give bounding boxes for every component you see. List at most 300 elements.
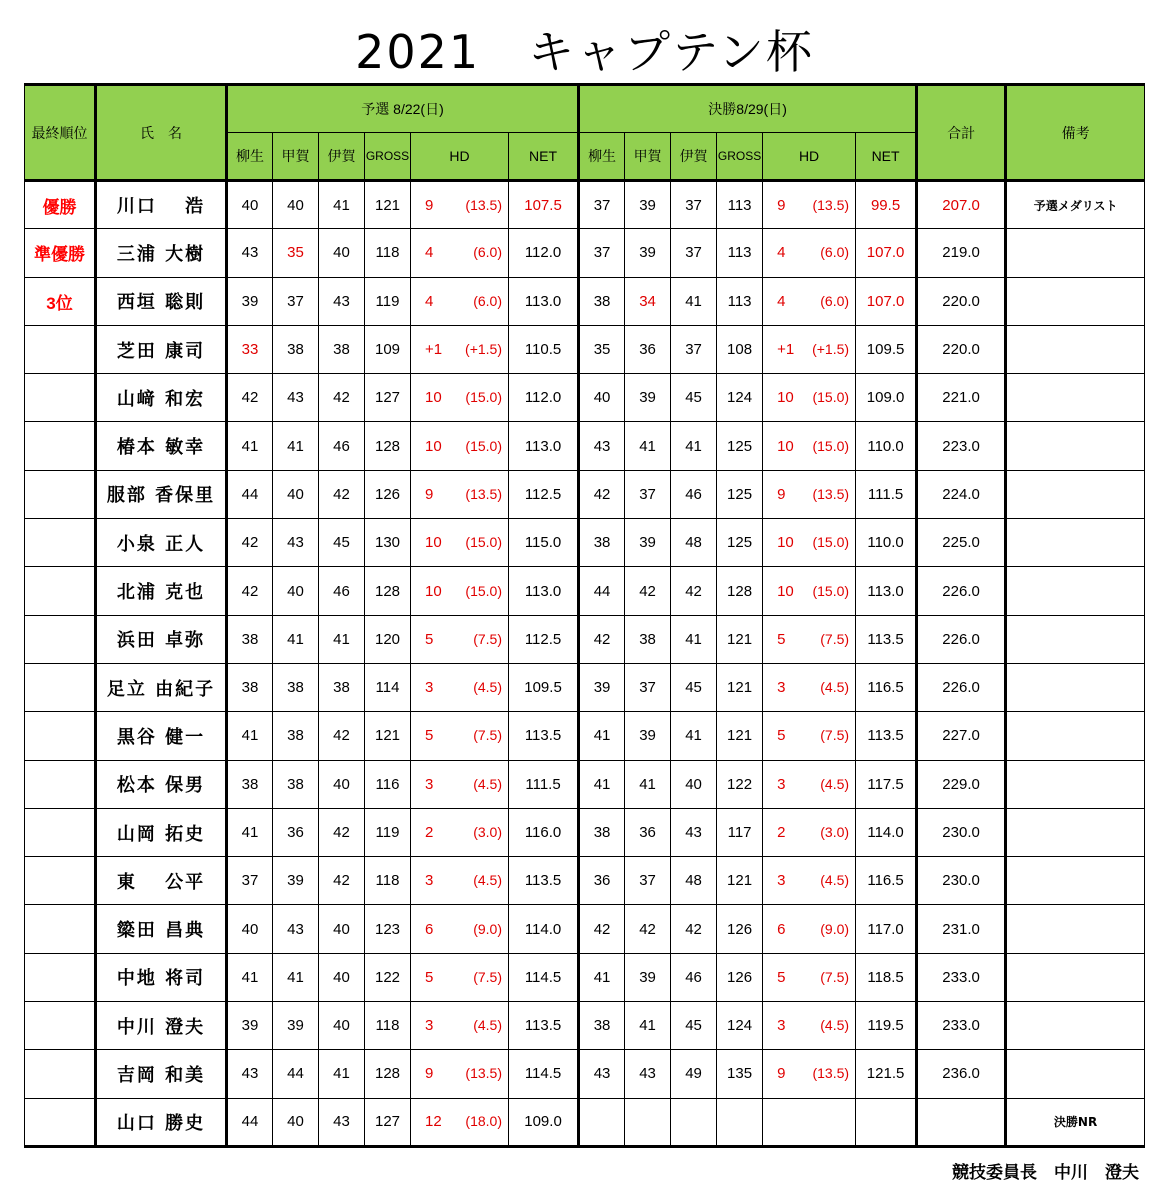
final-handicap [763, 438, 855, 455]
prelim-yagyu: 39 [227, 1002, 273, 1050]
final-hd-value: 6 [777, 920, 786, 938]
header-rank: 最終順位 [25, 85, 96, 181]
prelim-hd-value: +1 [425, 341, 443, 359]
prelim-iga: 46 [319, 422, 365, 470]
player-name: 簗田 昌典 [96, 905, 227, 953]
prelim-hd-value: 3 [425, 872, 434, 890]
final-hd-index: (7.5) [820, 968, 850, 985]
final-yagyu: 38 [579, 277, 625, 325]
prelim-hd-value: 3 [425, 1017, 434, 1035]
final-gross: 125 [717, 470, 763, 518]
prelim-iga: 43 [319, 1098, 365, 1146]
prelim-koka: 38 [273, 663, 319, 711]
final-hd-cell [763, 374, 856, 422]
final-gross: 121 [717, 615, 763, 663]
rank-cell [25, 905, 96, 953]
prelim-koka: 38 [273, 760, 319, 808]
final-hd-index: (6.0) [820, 244, 850, 261]
prelim-net: 113.5 [509, 857, 579, 905]
final-net: 107.0 [856, 229, 917, 277]
final-hd-value: 10 [777, 389, 794, 407]
final-yagyu: 38 [579, 808, 625, 856]
final-hd-index: (4.5) [820, 679, 850, 696]
player-name: 服部 香保里 [96, 470, 227, 518]
final-hd-cell [763, 181, 856, 229]
final-hd-value: 3 [777, 872, 786, 890]
prelim-iga: 43 [319, 277, 365, 325]
final-handicap [763, 872, 855, 889]
prelim-gross: 114 [365, 663, 411, 711]
final-handicap [763, 969, 855, 986]
prelim-yagyu: 43 [227, 229, 273, 277]
table-row [25, 181, 1145, 229]
prelim-hd-index: (7.5) [473, 727, 502, 744]
table-row [25, 374, 1145, 422]
final-hd-cell [763, 1098, 856, 1146]
prelim-gross: 128 [365, 1050, 411, 1098]
final-koka: 39 [625, 181, 671, 229]
final-gross: 117 [717, 808, 763, 856]
prelim-handicap [411, 631, 508, 648]
rank-cell [25, 470, 96, 518]
table-row [25, 808, 1145, 856]
prelim-yagyu: 40 [227, 181, 273, 229]
player-name: 北浦 克也 [96, 567, 227, 615]
prelim-handicap [411, 1017, 508, 1034]
prelim-hd-value: 2 [425, 824, 434, 841]
prelim-koka: 44 [273, 1050, 319, 1098]
final-hd-value: 5 [777, 630, 786, 648]
final-handicap [763, 1065, 855, 1082]
final-hd-value: 3 [777, 775, 786, 793]
final-handicap [763, 631, 855, 648]
prelim-koka: 40 [273, 181, 319, 229]
final-koka: 41 [625, 1002, 671, 1050]
remarks-cell [1006, 857, 1145, 905]
remarks-cell [1006, 808, 1145, 856]
total-score: 224.0 [917, 470, 1006, 518]
final-iga: 41 [671, 615, 717, 663]
final-hd-index: (13.5) [812, 485, 850, 502]
rank-cell: 優勝 [25, 181, 96, 229]
prelim-hd-cell [411, 325, 509, 373]
remarks-cell [1006, 470, 1145, 518]
player-name: 山﨑 和宏 [96, 374, 227, 422]
final-yagyu [579, 1098, 625, 1146]
final-hd-index: (4.5) [820, 872, 850, 889]
final-koka: 41 [625, 422, 671, 470]
final-yagyu: 38 [579, 1002, 625, 1050]
final-hd-index: (13.5) [812, 196, 850, 213]
prelim-hd-index: (9.0) [473, 920, 502, 937]
prelim-gross: 116 [365, 760, 411, 808]
remarks-cell [1006, 953, 1145, 1001]
final-handicap [763, 389, 855, 406]
prelim-net: 114.5 [509, 953, 579, 1001]
final-hd-cell [763, 229, 856, 277]
table-row [25, 905, 1145, 953]
final-handicap [763, 824, 855, 841]
prelim-hd-index: (6.0) [473, 292, 502, 309]
prelim-yagyu: 44 [227, 470, 273, 518]
total-score: 226.0 [917, 615, 1006, 663]
remarks-cell: 予選メダリスト [1006, 181, 1145, 229]
final-gross [717, 1098, 763, 1146]
prelim-koka: 38 [273, 325, 319, 373]
header-prelim-c2: 甲賀 [273, 133, 319, 181]
prelim-hd-cell [411, 1050, 509, 1098]
prelim-hd-index: (7.5) [473, 630, 502, 647]
final-yagyu: 42 [579, 470, 625, 518]
prelim-hd-index: (+1.5) [465, 341, 502, 358]
prelim-yagyu: 33 [227, 325, 273, 373]
prelim-handicap [411, 679, 508, 696]
final-net: 109.5 [856, 325, 917, 373]
final-handicap [763, 776, 855, 793]
final-handicap [763, 583, 855, 600]
prelim-hd-value: 3 [425, 679, 434, 697]
header-final: 決勝8/29(日) [579, 85, 917, 133]
prelim-hd-index: (4.5) [473, 1017, 502, 1034]
prelim-net: 113.5 [509, 712, 579, 760]
final-iga: 45 [671, 663, 717, 711]
prelim-yagyu: 38 [227, 663, 273, 711]
prelim-hd-value: 10 [425, 437, 442, 455]
prelim-net: 112.0 [509, 374, 579, 422]
prelim-yagyu: 43 [227, 1050, 273, 1098]
final-gross: 121 [717, 663, 763, 711]
prelim-net: 113.0 [509, 422, 579, 470]
table-row [25, 857, 1145, 905]
final-hd-index: (15.0) [812, 534, 850, 551]
player-name: 中川 澄夫 [96, 1002, 227, 1050]
total-score: 207.0 [917, 181, 1006, 229]
final-hd-value: 4 [777, 292, 786, 310]
prelim-koka: 41 [273, 953, 319, 1001]
final-hd-value: 9 [777, 1065, 786, 1083]
prelim-handicap [411, 824, 508, 841]
rank-cell [25, 1098, 96, 1146]
prelim-yagyu: 38 [227, 615, 273, 663]
header-remarks: 備考 [1006, 85, 1145, 181]
total-score: 226.0 [917, 567, 1006, 615]
final-hd-cell [763, 519, 856, 567]
final-gross: 125 [717, 422, 763, 470]
final-hd-cell [763, 953, 856, 1001]
prelim-hd-value: 4 [425, 244, 434, 262]
final-net: 109.0 [856, 374, 917, 422]
final-iga [671, 1098, 717, 1146]
prelim-hd-value: 9 [425, 485, 434, 503]
player-name: 山岡 拓史 [96, 808, 227, 856]
header-final-hd: HD [763, 133, 856, 181]
table-row [25, 422, 1145, 470]
final-iga: 41 [671, 277, 717, 325]
prelim-handicap [411, 341, 508, 358]
prelim-net: 113.0 [509, 277, 579, 325]
page-title: 2021 キャプテン杯 [355, 25, 814, 79]
player-name: 中地 将司 [96, 953, 227, 1001]
final-iga: 37 [671, 229, 717, 277]
final-gross: 108 [717, 325, 763, 373]
final-net: 119.5 [856, 1002, 917, 1050]
table-row [25, 1050, 1145, 1098]
prelim-hd-value: 5 [425, 630, 434, 648]
final-handicap [763, 534, 855, 551]
prelim-hd-cell [411, 953, 509, 1001]
prelim-hd-cell [411, 905, 509, 953]
results-table [24, 83, 1145, 1148]
final-hd-index: (4.5) [820, 775, 850, 792]
final-hd-value: 4 [777, 244, 786, 262]
player-name: 松本 保男 [96, 760, 227, 808]
prelim-koka: 40 [273, 1098, 319, 1146]
prelim-gross: 121 [365, 181, 411, 229]
final-handicap [763, 486, 855, 503]
table-row [25, 470, 1145, 518]
prelim-hd-cell [411, 1002, 509, 1050]
header-name: 氏 名 [96, 85, 227, 181]
prelim-iga: 41 [319, 181, 365, 229]
final-gross: 125 [717, 519, 763, 567]
table-row [25, 663, 1145, 711]
final-iga: 41 [671, 422, 717, 470]
final-hd-index: (15.0) [812, 437, 850, 454]
final-handicap [763, 341, 855, 358]
prelim-koka: 43 [273, 905, 319, 953]
total-score: 233.0 [917, 1002, 1006, 1050]
prelim-gross: 128 [365, 422, 411, 470]
final-iga: 45 [671, 1002, 717, 1050]
prelim-koka: 40 [273, 470, 319, 518]
prelim-net: 113.0 [509, 567, 579, 615]
prelim-yagyu: 41 [227, 808, 273, 856]
prelim-iga: 38 [319, 325, 365, 373]
prelim-hd-index: (13.5) [465, 1065, 502, 1082]
final-hd-cell [763, 615, 856, 663]
final-net [856, 1098, 917, 1146]
total-score: 236.0 [917, 1050, 1006, 1098]
final-hd-index: (7.5) [820, 630, 850, 647]
rank-cell [25, 615, 96, 663]
final-hd-index: (6.0) [820, 292, 850, 309]
prelim-hd-cell [411, 663, 509, 711]
final-hd-index: (7.5) [820, 727, 850, 744]
prelim-yagyu: 40 [227, 905, 273, 953]
prelim-handicap [411, 969, 508, 986]
prelim-gross: 130 [365, 519, 411, 567]
final-iga: 48 [671, 857, 717, 905]
rank-cell [25, 857, 96, 905]
prelim-gross: 122 [365, 953, 411, 1001]
total-score: 227.0 [917, 712, 1006, 760]
prelim-iga: 42 [319, 470, 365, 518]
rank-cell [25, 663, 96, 711]
prelim-hd-cell [411, 615, 509, 663]
table-row [25, 1002, 1145, 1050]
final-net: 111.5 [856, 470, 917, 518]
final-gross: 113 [717, 277, 763, 325]
player-name: 黒谷 健一 [96, 712, 227, 760]
remarks-cell [1006, 1002, 1145, 1050]
final-hd-cell [763, 808, 856, 856]
prelim-net: 115.0 [509, 519, 579, 567]
prelim-hd-cell [411, 422, 509, 470]
final-handicap [763, 197, 855, 214]
player-name: 吉岡 和美 [96, 1050, 227, 1098]
final-hd-value: 5 [777, 968, 786, 986]
remarks-cell [1006, 422, 1145, 470]
prelim-hd-cell [411, 857, 509, 905]
final-iga: 45 [671, 374, 717, 422]
prelim-handicap [411, 872, 508, 889]
final-iga: 37 [671, 181, 717, 229]
prelim-handicap [411, 727, 508, 744]
prelim-yagyu: 44 [227, 1098, 273, 1146]
final-hd-cell [763, 760, 856, 808]
final-koka [625, 1098, 671, 1146]
final-koka: 42 [625, 567, 671, 615]
final-hd-cell [763, 567, 856, 615]
rank-cell [25, 519, 96, 567]
rank-cell [25, 953, 96, 1001]
final-net: 113.0 [856, 567, 917, 615]
rank-cell [25, 1002, 96, 1050]
prelim-hd-cell [411, 808, 509, 856]
total-score: 229.0 [917, 760, 1006, 808]
final-net: 117.0 [856, 905, 917, 953]
prelim-koka: 40 [273, 567, 319, 615]
table-row [25, 1098, 1145, 1146]
header-prelim-c1: 柳生 [227, 133, 273, 181]
prelim-gross: 126 [365, 470, 411, 518]
final-koka: 39 [625, 229, 671, 277]
prelim-hd-value: 5 [425, 968, 434, 986]
prelim-hd-index: (7.5) [473, 968, 502, 985]
prelim-hd-index: (15.0) [465, 389, 502, 406]
final-koka: 42 [625, 905, 671, 953]
prelim-hd-value: 4 [425, 292, 434, 310]
final-yagyu: 37 [579, 181, 625, 229]
final-koka: 41 [625, 760, 671, 808]
final-gross: 113 [717, 181, 763, 229]
final-iga: 42 [671, 905, 717, 953]
final-hd-index: (3.0) [820, 824, 850, 840]
table-row [25, 953, 1145, 1001]
final-hd-cell [763, 857, 856, 905]
prelim-hd-value: 5 [425, 727, 434, 745]
prelim-hd-cell [411, 567, 509, 615]
final-handicap [763, 1017, 855, 1034]
final-hd-index: (+1.5) [812, 341, 850, 358]
prelim-gross: 127 [365, 1098, 411, 1146]
prelim-gross: 119 [365, 808, 411, 856]
final-hd-cell [763, 1050, 856, 1098]
rank-cell [25, 325, 96, 373]
prelim-hd-index: (13.5) [465, 196, 502, 213]
prelim-koka: 35 [273, 229, 319, 277]
prelim-hd-value: 6 [425, 920, 434, 938]
player-name: 山口 勝史 [96, 1098, 227, 1146]
prelim-hd-index: (3.0) [473, 824, 502, 840]
prelim-net: 107.5 [509, 181, 579, 229]
final-handicap [763, 293, 855, 310]
remarks-cell [1006, 519, 1145, 567]
prelim-hd-index: (4.5) [473, 775, 502, 792]
prelim-hd-value: 12 [425, 1113, 442, 1131]
final-net: 113.5 [856, 712, 917, 760]
prelim-hd-cell [411, 229, 509, 277]
final-hd-value: 5 [777, 727, 786, 745]
prelim-hd-value: 10 [425, 534, 442, 552]
prelim-hd-value: 9 [425, 196, 434, 214]
prelim-iga: 41 [319, 1050, 365, 1098]
prelim-handicap [411, 776, 508, 793]
final-hd-cell [763, 1002, 856, 1050]
header-total: 合計 [917, 85, 1006, 181]
header-final-gross: GROSS [717, 133, 763, 181]
final-hd-index: (15.0) [812, 389, 850, 406]
prelim-hd-index: (4.5) [473, 872, 502, 889]
prelim-iga: 42 [319, 374, 365, 422]
final-hd-index: (9.0) [820, 920, 850, 937]
remarks-cell: 決勝NR [1006, 1098, 1145, 1146]
final-iga: 48 [671, 519, 717, 567]
prelim-net: 112.5 [509, 615, 579, 663]
final-iga: 40 [671, 760, 717, 808]
remarks-cell [1006, 325, 1145, 373]
player-name: 芝田 康司 [96, 325, 227, 373]
final-iga: 46 [671, 953, 717, 1001]
final-hd-cell [763, 905, 856, 953]
prelim-yagyu: 41 [227, 712, 273, 760]
prelim-net: 109.5 [509, 663, 579, 711]
prelim-handicap [411, 486, 508, 503]
final-iga: 37 [671, 325, 717, 373]
prelim-net: 112.0 [509, 229, 579, 277]
prelim-handicap [411, 293, 508, 310]
prelim-net: 114.0 [509, 905, 579, 953]
prelim-iga: 40 [319, 760, 365, 808]
prelim-net: 116.0 [509, 808, 579, 856]
prelim-yagyu: 39 [227, 277, 273, 325]
prelim-hd-cell [411, 277, 509, 325]
prelim-gross: 118 [365, 1002, 411, 1050]
final-gross: 135 [717, 1050, 763, 1098]
final-handicap [763, 244, 855, 261]
final-gross: 113 [717, 229, 763, 277]
final-iga: 43 [671, 808, 717, 856]
final-hd-value: 3 [777, 1017, 786, 1035]
final-gross: 121 [717, 857, 763, 905]
prelim-handicap [411, 389, 508, 406]
player-name: 足立 由紀子 [96, 663, 227, 711]
remarks-cell [1006, 277, 1145, 325]
prelim-hd-index: (18.0) [465, 1113, 502, 1130]
table-row [25, 277, 1145, 325]
final-yagyu: 36 [579, 857, 625, 905]
remarks-cell [1006, 712, 1145, 760]
prelim-koka: 41 [273, 615, 319, 663]
prelim-net: 114.5 [509, 1050, 579, 1098]
prelim-iga: 40 [319, 229, 365, 277]
prelim-iga: 42 [319, 808, 365, 856]
final-koka: 38 [625, 615, 671, 663]
final-koka: 36 [625, 808, 671, 856]
prelim-iga: 42 [319, 857, 365, 905]
rank-cell [25, 808, 96, 856]
prelim-hd-value: 3 [425, 775, 434, 793]
